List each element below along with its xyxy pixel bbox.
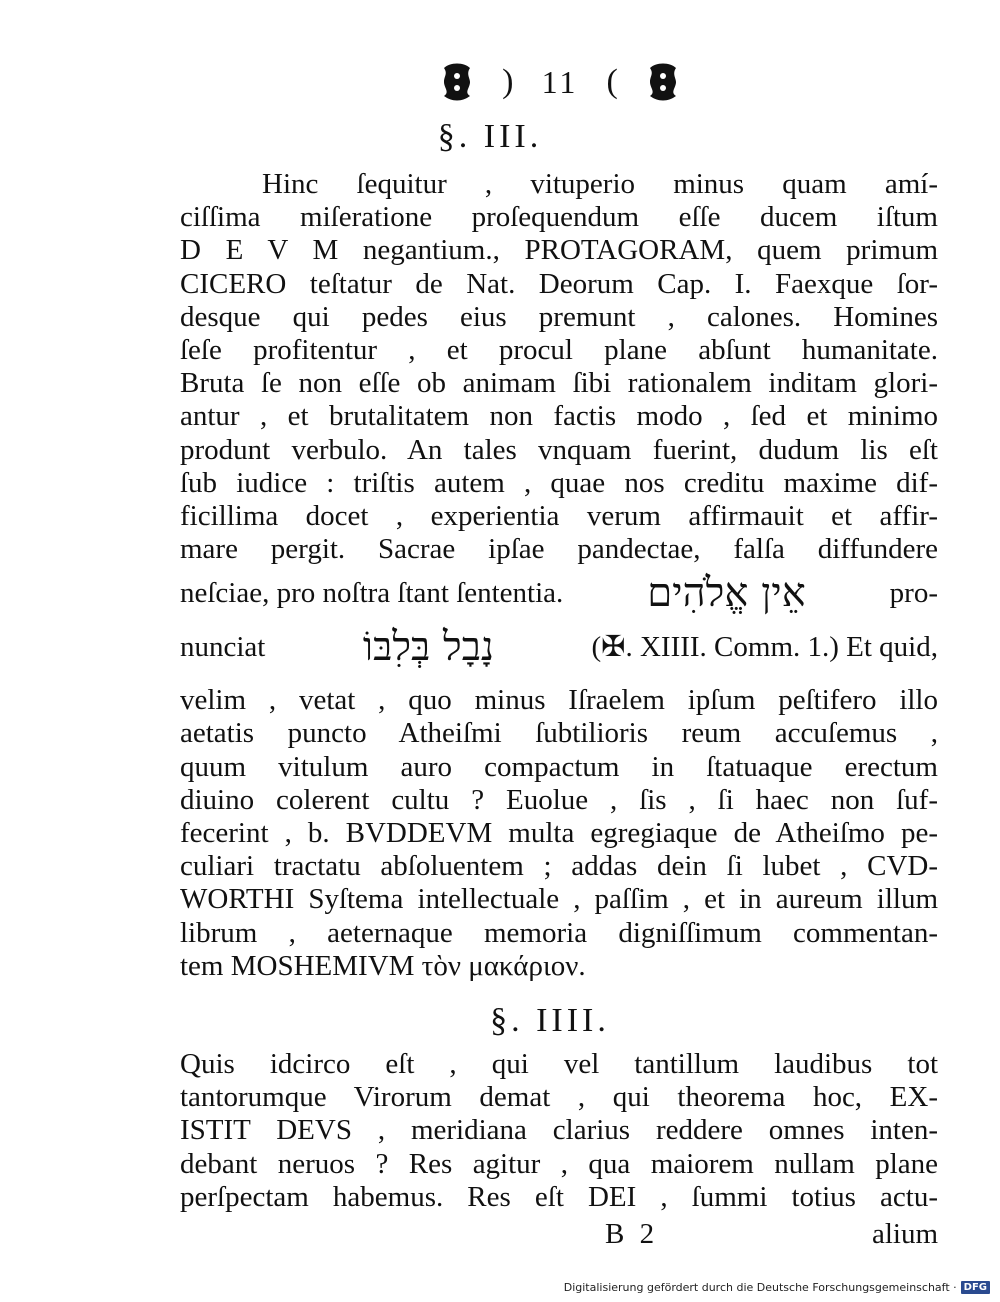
text-line: diuino colerent cultu ? Euolue , ſis , ſi haec non ſuf- bbox=[180, 783, 938, 816]
hebrew-text: אֵין אֱלֹהִים bbox=[647, 569, 806, 616]
right-ornament-icon bbox=[646, 62, 680, 102]
text-line: ficillima docet , experientia verum affirmauit et affir- bbox=[180, 499, 938, 532]
text-line: neſciae, pro noſtra ſtant ſententia. bbox=[180, 576, 564, 609]
hebrew-quote-line bbox=[180, 570, 938, 616]
text-line: desque qui pedes eius premunt , calones. Homines bbox=[180, 300, 938, 333]
text-line: (✠. XIIII. Comm. 1.) Et quid, bbox=[591, 630, 938, 663]
text-line: WORTHI Syſtema intellectuale , paſſim , et in aureum illum bbox=[180, 883, 938, 916]
text-line: Bruta ſe non eſſe ob animam ſibi rationalem inditam glori- bbox=[180, 367, 938, 400]
text-line: Quis idcirco eſt , qui vel tantillum laudibus tot bbox=[180, 1048, 938, 1080]
catchline bbox=[180, 1218, 938, 1251]
text-line: tantorumque Virorum demat , qui theorema hoc, EX- bbox=[180, 1081, 938, 1114]
text-line: pro- bbox=[889, 576, 938, 609]
text-line: ſub iudice : triſtis autem , quae nos creditu maxime dif- bbox=[180, 466, 938, 499]
section-heading-4: §. IIII. bbox=[490, 1002, 610, 1039]
text-line: mare pergit. Sacrae ipſae pandectae, falſa diffundere bbox=[180, 533, 938, 566]
text-line: ciſſima miſeratione proſequendum eſſe ducem iſtum bbox=[180, 201, 938, 234]
text-line: aetatis puncto Atheiſmi ſubtilioris reum accuſemus , bbox=[180, 717, 938, 750]
text-line: culiari tractatu abſoluentem ; addas dein ſi lubet , CVD- bbox=[180, 850, 938, 883]
text-line: nunciat bbox=[180, 630, 266, 663]
left-ornament-icon bbox=[440, 62, 474, 102]
section-heading-3: §. III. bbox=[437, 118, 543, 155]
text-line: perſpectam habemus. Res eſt DEI , ſummi totius actu- bbox=[180, 1180, 938, 1213]
running-head bbox=[440, 62, 680, 102]
folio-number: 11 bbox=[541, 63, 579, 100]
footer-text: Digitalisierung gefördert durch die Deutsche Forschungsgemeinschaft · bbox=[563, 1281, 957, 1294]
digitization-footer bbox=[564, 1281, 990, 1294]
right-paren: ( bbox=[606, 63, 618, 100]
hebrew-text: נָבָל בְּלִבּוֹ bbox=[362, 623, 495, 670]
text-line: librum , aeternaque memoria digniſſimum commentan- bbox=[180, 916, 938, 949]
text-line: ſeſe profitentur , et procul plane abſunt humanitate. bbox=[180, 333, 938, 366]
text-line: tem MOSHEMIVM τὸν μακάριον. bbox=[180, 949, 586, 982]
text-line: antur , et brutalitatem non factis modo , ſed et minimo bbox=[180, 400, 938, 433]
text-line: ISTIT DEVS , meridiana clarius reddere omnes inten- bbox=[180, 1114, 938, 1147]
section-3-text bbox=[180, 168, 938, 983]
dfg-logo: DFG bbox=[961, 1281, 990, 1294]
text-line: quum vitulum auro compactum in ſtatuaque erectum bbox=[180, 750, 938, 783]
signature-mark: B 2 bbox=[605, 1218, 659, 1250]
text-line: produnt verbulo. An tales vnquam fuerint, dudum lis eſt bbox=[180, 433, 938, 466]
text-line: velim , vetat , quo minus Iſraelem ipſum peſtifero illo bbox=[180, 684, 938, 717]
text-line: CICERO teſtatur de Nat. Deorum Cap. I. Faexque ſor- bbox=[180, 267, 938, 300]
catchword: alium bbox=[871, 1218, 938, 1250]
text-line: Hinc ſequitur , vituperio minus quam amí- bbox=[262, 168, 938, 200]
text-line: debant neruos ? Res agitur , qua maiorem nullam plane bbox=[180, 1147, 938, 1180]
left-paren: ) bbox=[502, 63, 514, 100]
text-line: fecerint , b. BVDDEVM multa egregiaque de Atheiſmo pe- bbox=[180, 817, 938, 849]
section-4-text bbox=[180, 1048, 938, 1214]
hebrew-quote-line bbox=[180, 624, 938, 670]
text-line: D E V M negantium., PROTAGORAM, quem primum bbox=[180, 234, 938, 267]
